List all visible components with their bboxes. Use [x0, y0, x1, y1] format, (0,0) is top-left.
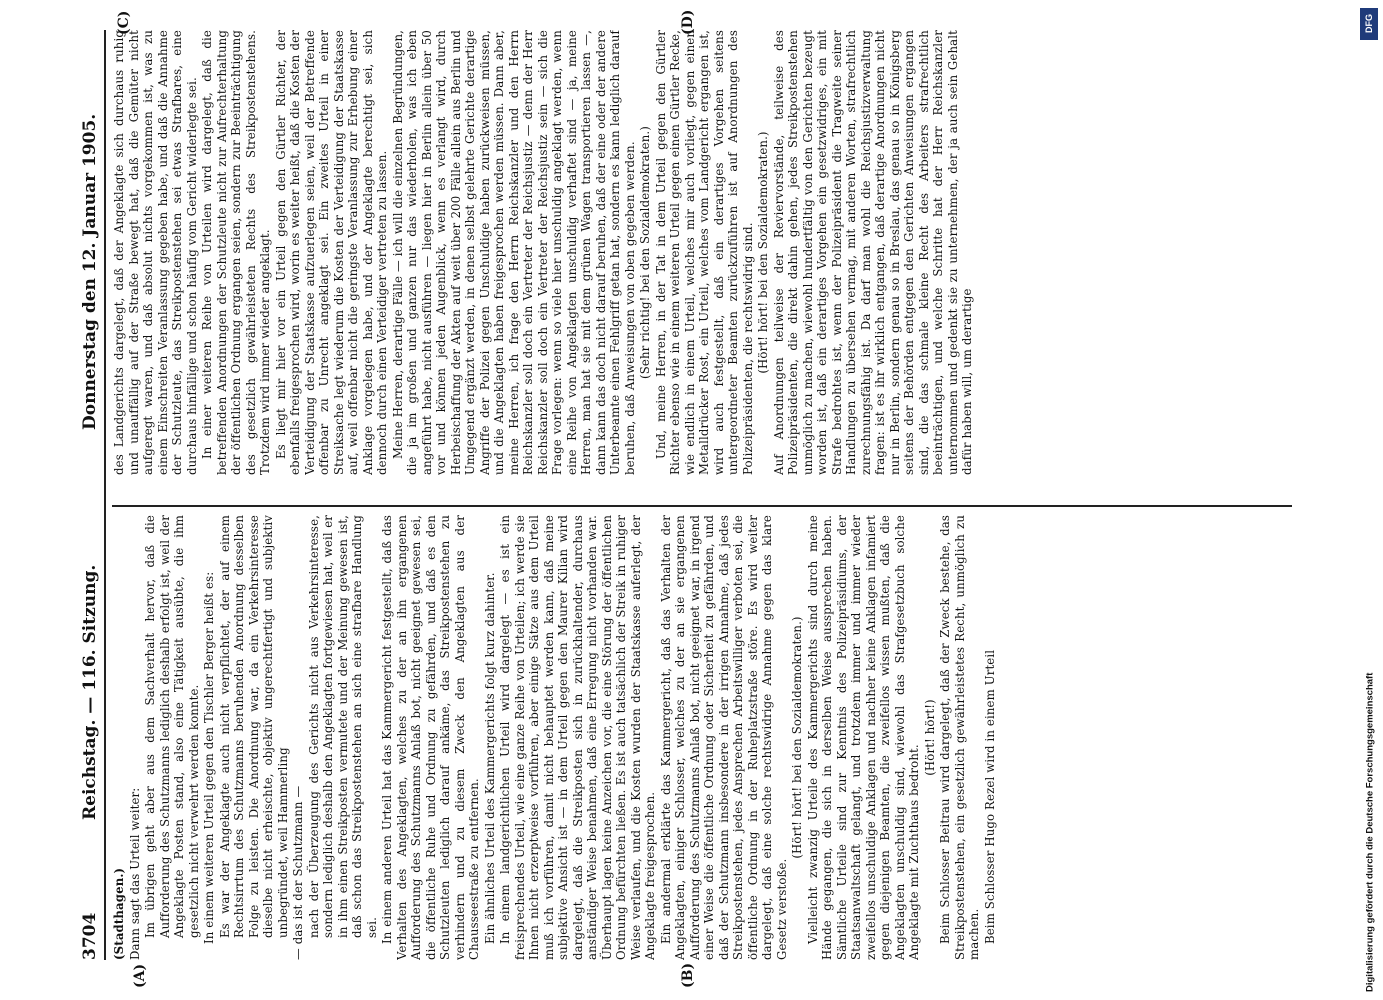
paragraph: Und, meine Herren, in der Tat in dem Urteil gegen den Gürtler Richter ebenso wie in einem weiteren Urteil gegen einen Gürtler Recke, wie endlich in einem Urteil, welches mir auch vorliegt, gegen einen Metalldrücker Rost, ein Urteil, welches vom Landgericht ergangen ist, wird auch festgestellt, daß ein derartiges Vorgehen seitens untergeordneter Beamten zurückzuführen ist auf Anordnungen des Polizeipräsidenten, die rechtswidrig sind. — [653, 30, 755, 475]
margin-mark-a: (A) — [132, 963, 148, 988]
quote-paragraph: Es war der Angeklagte auch nicht verpflichtet, der auf einem Rechtsirrtum des Schutzmanns beruhenden Anordnung desselben Folge zu leisten. Die Anordnung war, da ein Verkehrsinteresse dieselbe nicht erheischte, objektiv ungerechtfertigt und subjektiv unbegründet, weil Hammerling — [217, 515, 290, 938]
column-divider — [112, 505, 1292, 507]
paragraph: des Landgerichts dargelegt, daß der Angeklagte sich durchaus ruhig und unauffällig auf der Straße bewegt hat, daß die Gemüter nicht aufgeregt waren, und daß absolut nichts vorgekommen ist, was zu einem Einschreiten Veranlassung gegeben habe, und daß die Annahme der Schutzleute, das Streikpostenstehen sei etwas Strafbares, eine durchaus hinfällige und schon häufig vom Gericht widerlegte sei. — [112, 30, 199, 475]
paragraph: Es liegt mir hier vor ein Urteil gegen den Gürtler Richter, der ebenfalls freigesprochen wird, worin es weiter heißt, daß die Kosten der Verteidigung der Staatskasse aufzuerlegen seien, weil der Betreffende offenbar zu Unrecht angeklagt sei. Ein zweites Urteil in einer Streiksache legt wiederum die Kosten der Verteidigung der Staatskasse auf, weil offenbar nicht die geringste Veranlassung zur Erhebung einer Anklage vorgelegen habe, und der Angeklagte berechtigt sei, sich dennoch durch einen Verteidiger vertreten zu lassen. — [273, 30, 389, 475]
interjection: (Hört! hört!) — [922, 699, 937, 776]
quote-paragraph: nach der Überzeugung des Gerichts nicht aus Verkehrsinteresse, sondern lediglich deshalb den Angeklagten fortgewiesen hat, weil er in ihm einen Streikposten vermutete und der Meinung gewesen ist, daß schon das Streikpostenstehen an sich eine strafbare Handlung sei. — [306, 515, 379, 938]
interjection: (Sehr richtig! bei den Sozialdemokraten.) — [638, 126, 652, 379]
margin-mark-d: (D) — [680, 9, 696, 35]
paragraph: Ein ähnliches Urteil des Kammergerichts folgt kurz dahinter. — [482, 572, 497, 944]
right-column — [112, 30, 1292, 475]
paragraph: Beim Schlosser Hugo Rezel wird in einem Urteil — [982, 649, 997, 944]
left-column — [112, 515, 1292, 960]
paragraph: Meine Herren, derartige Fälle — ich will die einzelnen Begründungen, die ja im großen und ganzen nur das wiederholen, was ich eben angeführt habe, nicht ausführen — liegen hier in Berlin allein über 50 vor und können jeden Augenblick, wenn es verlangt wird, durch Herbeischaffung der Akten auf weit über 200 Fälle allein aus Berlin und Umgegend ergänzt werden, in denen selbst gelehrte Gerichte derartige Angriffe der Polizei gegen Unschuldige haben zurückweisen müssen, und die Angeklagten haben freigesprochen werden müssen. Dann aber, meine Herren, ich frage den Herrn Reichskanzler und den Herrn Reichskanzler soll doch ein Vertreter der Reichsjustiz — denn der Herr Reichskanzler soll doch ein Vertreter der Reichsjustiz sein — sich die Frage vorlegen: wenn so viele hier unschuldig angeklagt werden, wenn eine Reihe von Angeklagten unschuldig verhaftet sind — ja, meine Herren, man hat sie mit dem grünen Wagen transportieren lassen —, dann kann das doch nicht darauf beruhen, daß der eine oder der andere Unterbeamte einen Fehlgriff getan hat, sondern es kann lediglich darauf beruhen, daß Anweisungen von oben gegeben werden. — [390, 30, 637, 475]
paragraph: In einem weiteren Urteil gegen den Tischler Berger heißt es: — [202, 571, 216, 944]
paragraph: In einer weiteren Reihe von Urteilen wird dargelegt, daß die betreffenden Anordnungen der Schutzleute nicht zur Aufrechterhaltung der öffentlichen Ordnung ergangen seien, sondern zur Beeinträchtigung des gesetzlich gewährleisteten Rechts des Streikpostenstehens. Trotzdem wird immer wieder angeklagt. — [200, 30, 272, 475]
paragraph: Beim Schlosser Beitrau wird dargelegt, daß der Zweck bestehe, das Streikpostenstehen, ein gesetzlich gewährleistetes Recht, unmöglich zu machen. — [938, 515, 981, 960]
speaker-label: (Stadthagen.) — [112, 867, 126, 960]
paragraph: Vielleicht zwanzig Urteile des Kammergerichts sind durch meine Hände gegangen, die sich in derselben Weise aussprechen haben. Sämtliche Urteile sind zur Kenntnis des Polizeipräsidiums, der Staatsanwaltschaft gelangt, und trotzdem immer und immer wieder zweifellos unschuldige Anklagen und nachher keine Anklagen infamiert gegen diejenigen Beamten, die zweifellos wissen mußten, daß die Angeklagten unschuldig sind, wiewohl das Strafgesetzbuch solche Angeklagte mit Zuchthaus bedroht. — [805, 515, 921, 960]
paragraph: Dann sagt das Urteil weiter: — [127, 787, 142, 960]
margin-mark-c: (C) — [116, 10, 132, 35]
paragraph: Auf Anordnungen teilweise der Reviervorstände, teilweise des Polizeipräsidenten, die direkt dahin gehen, jedes Streikpostenstehen unmöglich zu machen, wiewohl hundertfältig von den Gerichten bezeugt worden ist, daß ein derartiges Vorgehen ein gesetzwidriges, ein mit Strafe bedrohtes ist, wenn der Polizeipräsident die Tragweite seiner Handlungen zu übersehen vermag, mit anderen Worten, strafrechtlich zurechnungsfähig ist. Da darf man wohl die Reichsjustizverwaltung fragen: ist es ihr wirklich entgangen, daß derartige Anordnungen nicht nur in Berlin, sondern genau so in Breslau, das genau so in Königsberg seitens der Behörden entgegen den Gerichten Anweisungen ergangen sind, die das schmale kleine Recht des Arbeiters strafrechtlich beeinträchtigen, und welche Schritte hat der Herr Reichskanzler unternommen und gedenkt sie zu unternehmen, der ja auch sein Gehalt dafür haben will, um derartige — [771, 30, 974, 475]
session-title: Reichstag. — 116. Sitzung. — [80, 564, 100, 820]
page-number: 3704 — [80, 912, 100, 960]
paragraph: In einem landgerichtlichen Urteil wird dargelegt — es ist ein freisprechendes Urteil, wie eine ganze Reihe von Urteilen; ich werde sie Ihnen nicht erzerptweise vorführen, aber einige Sätze aus dem Urteil muß ich vorführen, damit nicht behauptet werden kann, daß meine subjektive Ansicht ist — in dem Urteil gegen den Maurer Kilian wird dargelegt, daß die Streikposten sich in zurückhaltender, durchaus anständiger Weise benahmen, daß eine Erregung nicht vorhanden war. Überhaupt lagen keine Anzeichen vor, die eine Störung der öffentlichen Ordnung befürchten ließen. Es ist auch tatsächlich der Streik in ruhiger Weise verlaufen, und die Kosten wurden der Staatskasse auferlegt, der Angeklagte freigesprochen. — [498, 515, 657, 960]
page-header — [78, 30, 106, 960]
quote-paragraph: Im übrigen geht aber aus dem Sachverhalt hervor, daß die Aufforderung des Schutzmanns lediglich deshalb erfolgt ist, weil der Angeklagte Posten stand, also eine Tätigkeit ausübte, die ihm gesetzlich nicht verwehrt werden konnte. — [143, 515, 201, 938]
paragraph: Ein andermal erklärte das Kammergericht, daß das Verhalten der Angeklagten, einiger Schlosser, welches zu der an sie ergangenen Aufforderung des Schutzmanns Anlaß bot, nicht geeignet war, in irgend einer Weise die öffentliche Ordnung oder Sicherheit zu gefährden, und daß der Schutzmann insbesondere in der irrigen Annahme, daß jedes Streikpostenstehen, jedes Ansprechen Arbeitswilliger verboten sei, die öffentliche Ordnung in der Ruheplatzstraße störe. Es wird weiter dargelegt, daß eine solche rechtswidrige Annahme gegen das klare Gesetz verstoße. — [658, 515, 789, 960]
interjection: (Hört! hört! bei den Sozialdemokraten.) — [756, 131, 770, 374]
paragraph: In einem anderen Urteil hat das Kammergericht festgestellt, daß das Verhalten des Angeklagten, welches zu der an ihn ergangenen Aufforderung des Schutzmanns Anlaß bot, nicht geeignet gewesen sei, die öffentliche Ruhe und Ordnung zu gefährden, und daß es den Schutzleuten lediglich darauf ankäme, das Streikpostenstehen zu verhindern und zu diesem Zweck den Angeklagten aus der Chausseestraße zu entfernen. — [380, 515, 481, 960]
paragraph: — das ist der Schutzmann — — [291, 785, 305, 960]
session-date: Donnerstag den 12. Januar 1905. — [80, 113, 100, 430]
dfg-logo: DFG — [1360, 8, 1378, 40]
scanned-page — [20, 0, 1320, 1000]
margin-mark-b: (B) — [680, 962, 696, 988]
digitization-credit: Digitalisierung gefördert durch die Deutsche Forschungsgemeinschaft — [1364, 672, 1375, 992]
interjection: (Hört! hört! bei den Sozialdemokraten.) — [790, 616, 804, 859]
